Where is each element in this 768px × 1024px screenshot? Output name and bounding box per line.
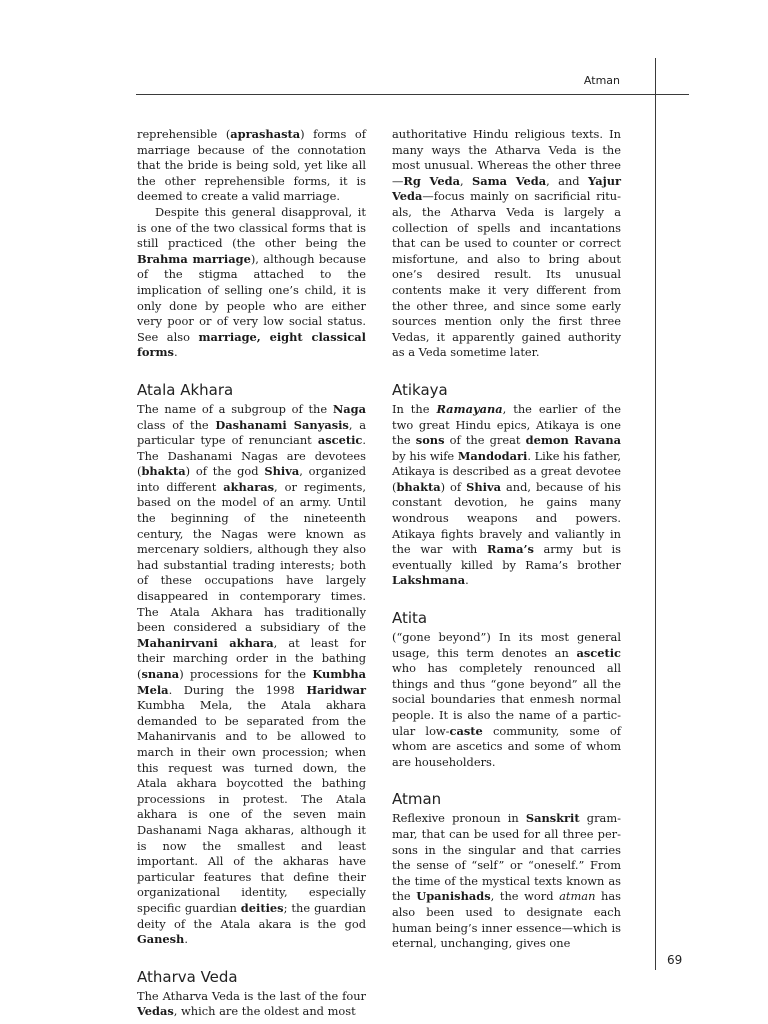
text-run: ), although because of the stigma attached to the implication of selling one’s child, it is only done by people who are either very poor or of very low social status. See also	[137, 251, 366, 344]
text-run: class of the	[137, 417, 216, 432]
text-run: , which are the oldest and most	[173, 1004, 356, 1019]
right-column	[392, 127, 621, 952]
entry-paragraph	[137, 989, 366, 1020]
running-head: Atman	[583, 74, 620, 87]
text-run: ) of	[440, 479, 467, 494]
text-run: Reflexive pronoun in	[392, 811, 526, 826]
cross-reference: Kumbha Mela	[137, 667, 366, 697]
entry-paragraph	[392, 402, 621, 589]
entry-paragraph	[392, 127, 621, 361]
text-run: ; the guardian deity of the Atala akara is the god	[137, 900, 366, 931]
entry-headword: Atita	[392, 609, 428, 628]
cross-reference: sons	[415, 433, 445, 448]
text-run: reprehensible (	[137, 127, 231, 141]
text-run: The Atharva Veda is the last of the four	[137, 988, 366, 1003]
cross-reference: Brahma marriage	[137, 251, 251, 266]
cross-reference: aprashasta	[230, 127, 301, 141]
text-run: (“gone beyond”) In its most general usage, this term denotes an	[392, 630, 621, 660]
text-run: —focus mainly on sacrificial rituals, the Atharva Veda is largely a collection of spells and incantations that can be used to counter or correct misfortune, and also to bring about one’s desired result. Its unusual contents make it very different from the other three, and since some early sources mention only the first three Vedas, it apparently gained authority as a Veda sometime later.	[392, 189, 621, 360]
cross-reference: Shiva	[264, 464, 300, 479]
entry-atman	[392, 790, 621, 951]
entry-headword: Atala Akhara	[137, 380, 234, 399]
cross-reference: bhakta	[396, 479, 441, 494]
running-head-rule	[136, 94, 689, 95]
text-run: , organized into different	[137, 464, 366, 494]
cross-reference: Mahanirvani akhara	[137, 635, 274, 650]
text-run: and, because of his constant devotion, he gains many wondrous weapons and powers. Atikaya fights bravely and valiantly in the war with	[392, 479, 621, 557]
page-number: 69	[667, 953, 683, 967]
text-run: community, some of whom are ascetics and some of whom are householders.	[392, 723, 621, 769]
text-run: Kumbha Mela, the Atala akhara demanded to be separated from the Mahanirvanis and to be allowed to march in their own procession; when this request was turned down, the Atala akhara boycotted the bathing processions in protest. The Atala akhara is one of the seven main Dashanami Naga akharas, although it is now the smallest and least important. All of the akharas have particular features that define their organizational identity, especially specific guardian	[137, 698, 366, 915]
cross-reference: Ramayana	[436, 401, 503, 416]
cross-reference: Mandodari	[457, 448, 528, 463]
text-run: by his wife	[392, 448, 458, 463]
cross-reference: Shiva	[466, 479, 501, 494]
cross-reference: ascetic	[576, 645, 621, 660]
entry-cont	[137, 127, 366, 361]
text-run: authoritative Hindu religious texts. In many ways the Atharva Veda is the most unusual. Whereas the other three—	[392, 127, 621, 188]
text-run: , the earlier of the two great Hindu epics, Atikaya is one the	[392, 401, 622, 448]
text-run: Despite this general disapproval, it is one of the two classical forms that is still practiced (the other being the	[137, 204, 366, 251]
text-run: , at least for their marching order in the bathing (	[137, 635, 366, 681]
text-run: , a particular type of renunciant	[137, 417, 366, 448]
cross-reference: Naga	[332, 401, 366, 416]
text-run: .	[465, 573, 469, 588]
text-run: who has completely renounced all things and thus “gone beyond” all the social boundaries that enmesh normal people. It is also the name of a particular low-	[392, 661, 621, 738]
text-run: , the word	[490, 889, 560, 904]
entry-atharva-veda	[137, 968, 366, 1020]
text-run: ,	[459, 173, 472, 188]
cross-reference: Upanishads	[416, 889, 491, 904]
cross-reference: Haridwar	[306, 682, 366, 697]
entry-atharva-cont	[392, 127, 621, 361]
text-run: ) of the god	[185, 464, 265, 479]
text-run: ) processions for the	[179, 667, 313, 681]
entry-headword: Atman	[392, 790, 442, 809]
cross-reference: bhakta	[141, 464, 186, 479]
cross-reference: Yajur Veda	[392, 173, 622, 204]
text-run: ) forms of marriage because of the connotation that the bride is being sold, yet like all the other reprehensible forms, it is deemed to create a valid marriage.	[137, 127, 366, 204]
cross-reference: Lakshmana	[392, 573, 466, 588]
text-run: army but is eventually killed by Rama’s brother	[392, 542, 622, 572]
margin-rule	[655, 58, 656, 970]
entry-atita	[392, 609, 621, 770]
text-run: has also been used to designate each human being’s inner essence—which is eternal, unchanging, gives one	[392, 889, 621, 951]
text-run: . Like his father, Atikaya is described as a great devotee (	[392, 448, 621, 494]
entry-paragraph	[137, 205, 366, 361]
cross-reference: caste	[449, 723, 483, 738]
entry-paragraph	[392, 630, 621, 770]
text-run: . During the 1998	[168, 682, 307, 697]
left-column	[137, 127, 366, 1020]
cross-reference: Rama’s	[486, 542, 534, 557]
text-run: , or regiments, based on the model of an army. Until the beginning of the nineteenth century, the Nagas were known as mercenary soldiers, although they also had substantial trading interests; both of these occupations have largely disappeared in contemporary times. The Atala Akhara has traditionally been considered a subsidiary of the	[137, 479, 366, 635]
cross-reference: Sama Veda	[471, 173, 547, 188]
cross-reference: demon Ravana	[525, 433, 621, 448]
cross-reference: Dashanami Sanyasis	[215, 417, 349, 432]
entry-paragraph	[392, 811, 621, 951]
text-run: . The Dashanami Nagas are devotees (	[137, 433, 366, 479]
text-run: In the	[392, 401, 437, 416]
cross-reference: deities	[240, 900, 284, 915]
cross-reference: marriage, eight classical forms	[137, 329, 366, 360]
entry-atala-akhara	[137, 381, 366, 948]
entry-headword: Atharva Veda	[137, 967, 238, 986]
italic-term: atman	[559, 889, 596, 904]
text-run: , and	[546, 173, 588, 188]
text-run: of the great	[444, 433, 526, 448]
cross-reference: Ganesh	[137, 932, 185, 947]
text-run: grammar, that can be used for all three persons in the singular and that carries the sense of “self” or “oneself.” From the time of the mystical texts known as the	[392, 811, 621, 904]
entry-paragraph	[137, 402, 366, 948]
text-run: .	[173, 345, 178, 360]
entry-headword: Atikaya	[392, 380, 448, 399]
cross-reference: akharas	[223, 479, 275, 494]
cross-reference: Vedas	[137, 1004, 174, 1019]
text-run: The name of a subgroup of the	[137, 401, 333, 416]
cross-reference: Rg Veda	[403, 173, 460, 188]
cross-reference: ascetic	[317, 433, 363, 448]
entry-atikaya	[392, 381, 621, 589]
text-run: .	[184, 932, 188, 947]
entry-paragraph	[137, 127, 366, 205]
cross-reference: Sanskrit	[525, 811, 580, 826]
cross-reference: snana	[141, 667, 180, 681]
